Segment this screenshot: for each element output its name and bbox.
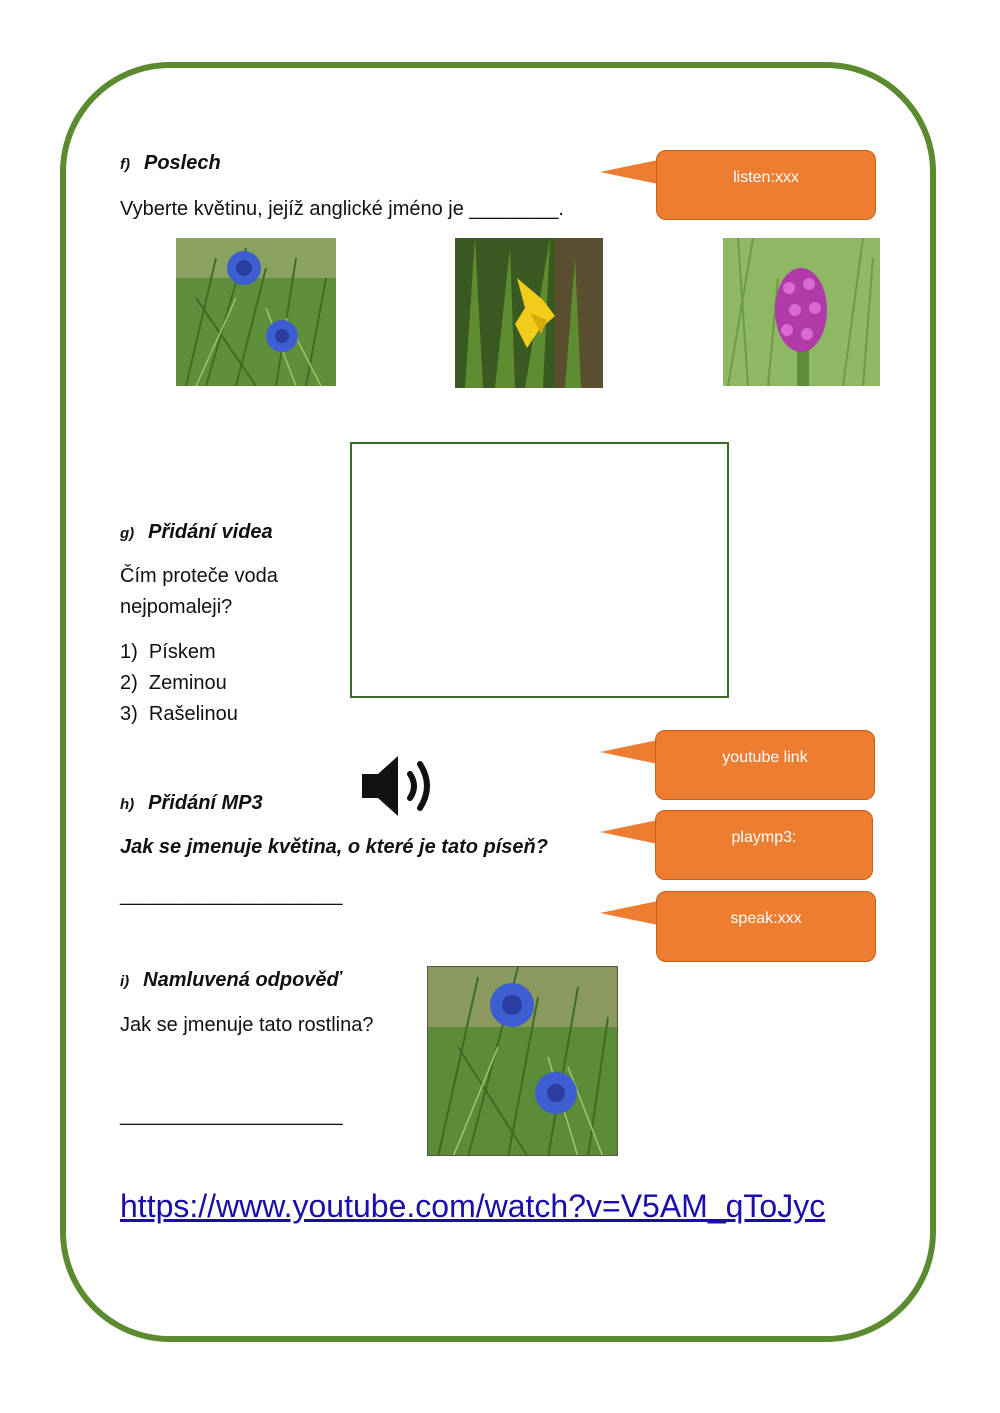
section-h-heading — [120, 792, 263, 815]
section-title: Přidání MP3 — [148, 792, 263, 814]
callout-tail — [600, 899, 660, 929]
section-i-heading — [120, 969, 341, 992]
option-item[interactable]: 2) Zeminou — [120, 672, 227, 694]
callout-speak: speak:xxx — [656, 891, 876, 962]
answer-line[interactable]: ____________________ — [120, 1104, 343, 1126]
orchid-photo[interactable] — [723, 238, 880, 386]
section-h-question: Jak se jmenuje květina, o které je tato píseň? — [120, 836, 548, 858]
speaker-icon[interactable] — [358, 752, 440, 820]
section-title: Poslech — [144, 152, 221, 174]
section-letter: g) — [120, 525, 135, 542]
option-item[interactable]: 3) Rašelinou — [120, 703, 238, 725]
section-letter: h) — [120, 796, 135, 813]
yellow-iris-photo[interactable] — [455, 238, 603, 388]
youtube-link[interactable]: https://www.youtube.com/watch?v=V5AM_qToJyc — [120, 1188, 826, 1224]
video-placeholder[interactable] — [350, 442, 729, 698]
section-title: Namluvená odpověď — [143, 969, 342, 991]
callout-tail — [600, 738, 660, 768]
answer-line[interactable]: ____________________ — [120, 884, 343, 906]
cornflower-photo[interactable] — [176, 238, 336, 386]
section-g-question: Čím proteče voda nejpomaleji? — [120, 565, 278, 618]
callout-listen: listen:xxx — [656, 150, 876, 220]
section-f-instruction: Vyberte květinu, jejíž anglické jméno je ________. — [120, 198, 564, 220]
callout-youtube: youtube link — [655, 730, 875, 800]
callout-tail — [600, 158, 660, 188]
section-g-heading — [120, 521, 273, 544]
callout-tail — [600, 818, 660, 848]
cornflower-photo-large — [427, 966, 618, 1156]
section-title: Přidání videa — [148, 521, 273, 543]
section-i-question: Jak se jmenuje tato rostlina? — [120, 1014, 374, 1036]
section-f-heading — [120, 152, 221, 175]
section-letter: f) — [120, 156, 130, 173]
option-item[interactable]: 1) Pískem — [120, 641, 216, 663]
section-letter: i) — [120, 973, 130, 990]
callout-playmp3: playmp3: — [655, 810, 873, 880]
answer-options — [120, 637, 238, 730]
